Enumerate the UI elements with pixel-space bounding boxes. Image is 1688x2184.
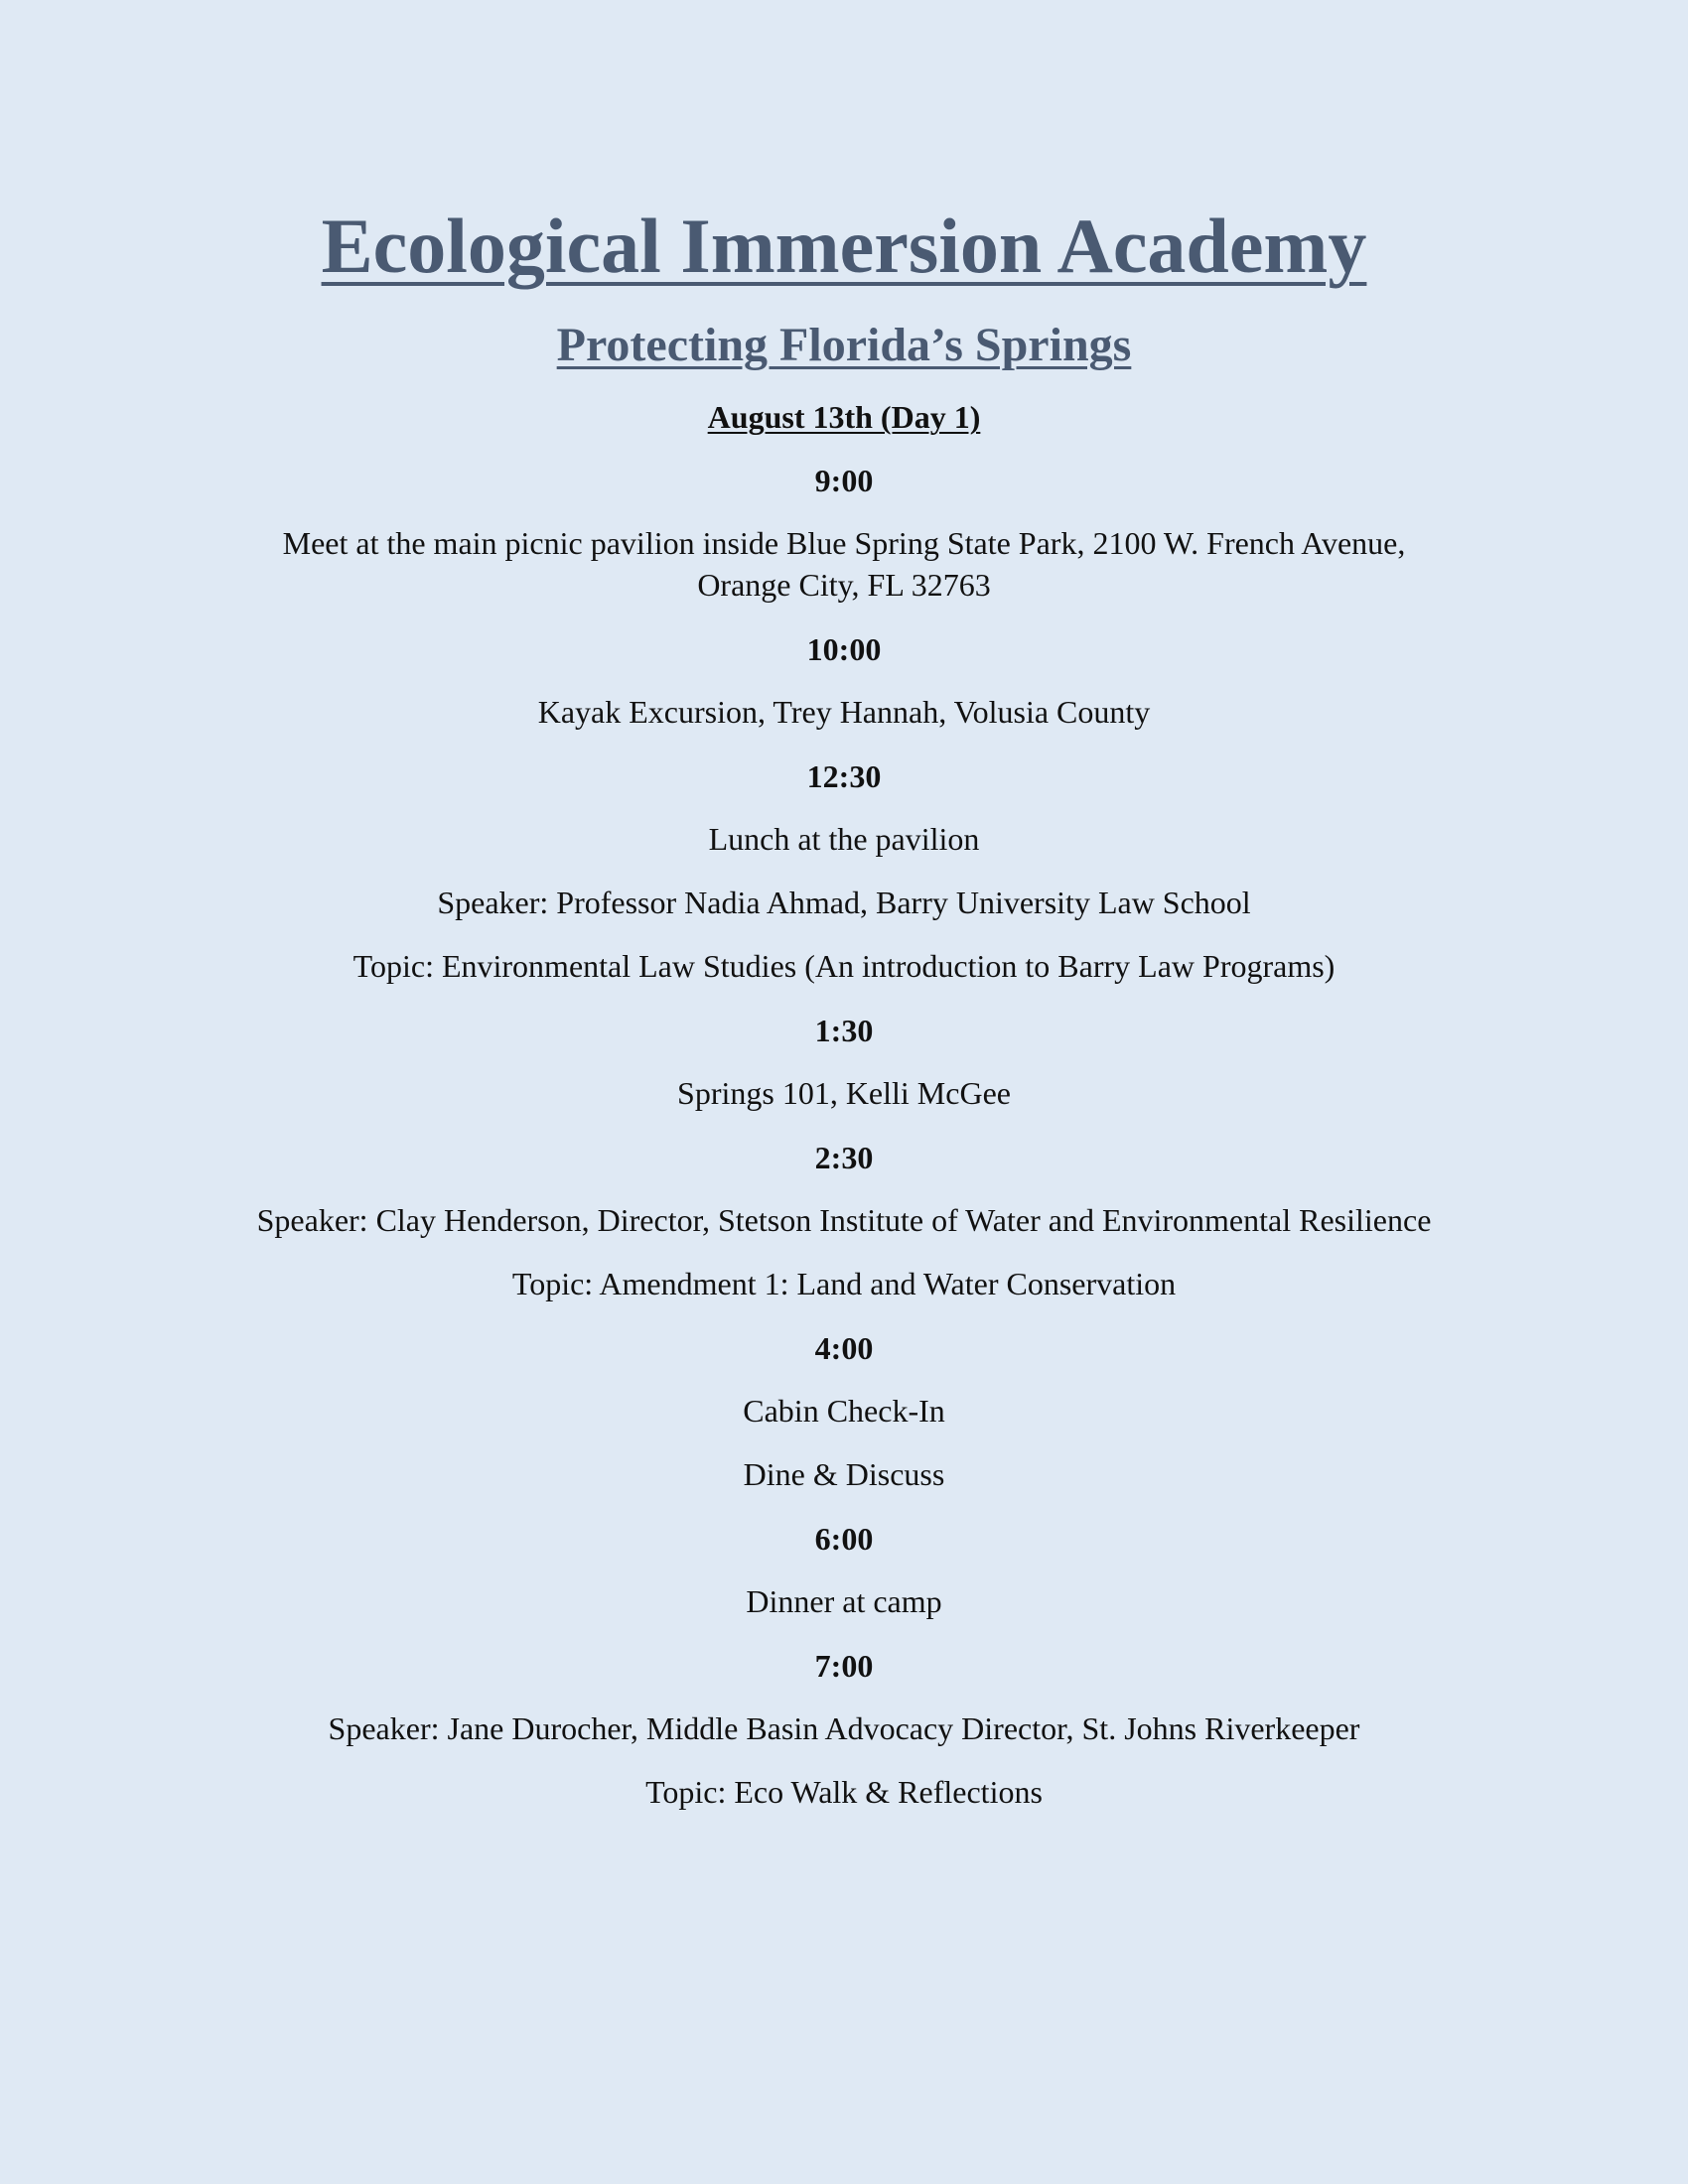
schedule-line: Topic: Eco Walk & Reflections [645,1774,1043,1810]
schedule-time: 4:00 [814,1330,874,1366]
schedule-item [0,1011,1688,1114]
schedule-item [0,461,1688,606]
schedule-item [0,629,1688,733]
schedule-line: Springs 101, Kelli McGee [677,1075,1011,1111]
schedule-time: 10:00 [806,631,882,667]
schedule-time: 1:30 [814,1013,874,1048]
schedule-line: Meet at the main picnic pavilion inside Blue Spring State Park, 2100 W. French Avenue, Orange City, FL 32763 [282,525,1406,603]
schedule-time: 12:30 [806,758,882,794]
schedule-line: Speaker: Professor Nadia Ahmad, Barry University Law School [437,885,1251,920]
page-subtitle: Protecting Florida’s Springs [556,319,1132,371]
schedule-line: Dine & Discuss [743,1456,945,1492]
day-heading: August 13th (Day 1) [707,399,981,435]
schedule-item [0,756,1688,987]
schedule-item [0,1138,1688,1304]
page-title: Ecological Immersion Academy [321,203,1367,289]
schedule-time: 7:00 [814,1648,874,1684]
schedule-line: Dinner at camp [746,1583,942,1619]
schedule-time: 2:30 [814,1140,874,1175]
schedule-line: Lunch at the pavilion [708,821,980,857]
schedule-line: Cabin Check-In [743,1393,945,1429]
schedule-line: Speaker: Jane Durocher, Middle Basin Advocacy Director, St. Johns Riverkeeper [328,1710,1360,1746]
schedule-item [0,1519,1688,1622]
schedule-time: 9:00 [814,463,874,498]
schedule-item [0,1328,1688,1495]
schedule-line: Speaker: Clay Henderson, Director, Stetson Institute of Water and Environmental Resilience [256,1202,1432,1238]
schedule-line: Kayak Excursion, Trey Hannah, Volusia County [537,694,1151,730]
schedule-line: Topic: Environmental Law Studies (An introduction to Barry Law Programs) [352,948,1336,984]
schedule-item [0,1646,1688,1813]
schedule-time: 6:00 [814,1521,874,1557]
schedule-line: Topic: Amendment 1: Land and Water Conservation [511,1266,1177,1301]
schedule [0,397,1688,1813]
